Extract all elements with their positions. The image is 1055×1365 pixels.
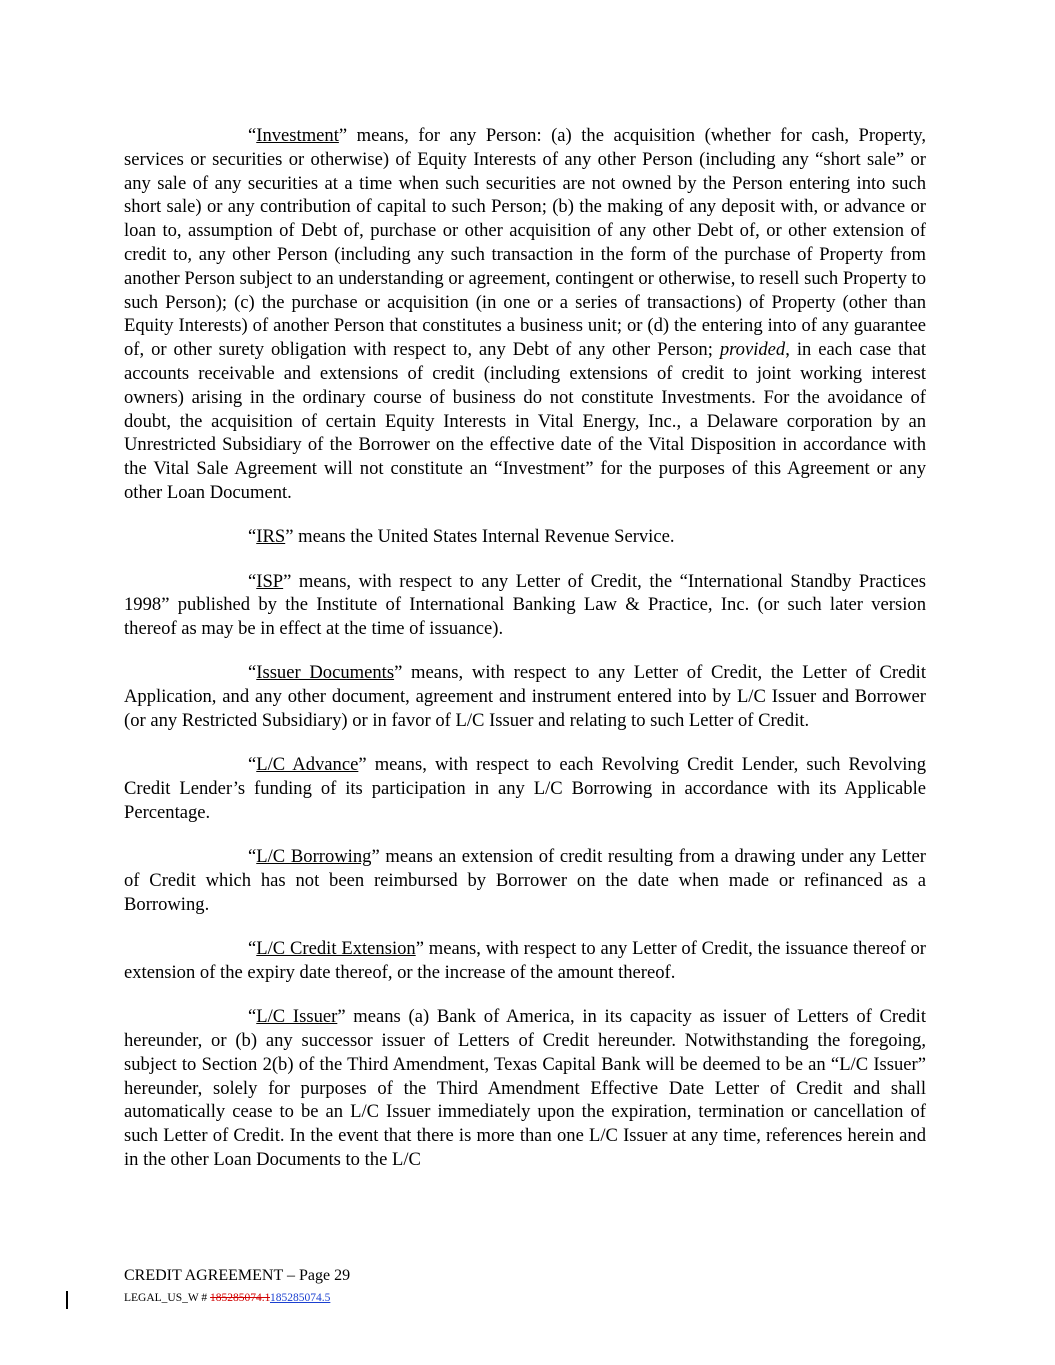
- definition-emphasis: provided: [719, 339, 786, 361]
- definition-isp: “ISP” means, with respect to any Letter of Credit, the “International Standby Practices 1998” published by the Institute of International Banking Law & Practice, Inc. (or such later version thereof as may be in effect at the time of issuance).: [124, 570, 926, 640]
- definition-text: ” means the United States Internal Revenue Service.: [285, 526, 675, 548]
- definition-lc-advance: “L/C Advance” means, with respect to each Revolving Credit Lender, such Revolving Credit Lender’s funding of its participation in any L/C Borrowing in accordance with its Applicable Percentage.: [124, 754, 926, 823]
- footer-page-label: CREDIT AGREEMENT – Page 29: [124, 1267, 351, 1284]
- definition-text: ” means, with respect to any Letter of Credit, the Letter of Credit Application, and any other document, agreement and instrument entered into by L/C Issuer and Borrower (or any Restricted Subsidiary) or in favor of L/C Issuer and relating to such Letter of Credit.: [124, 662, 927, 732]
- definition-text: ” means, with respect to any Letter of Credit, the “International Standby Practices 1998” published by the Institute of International Banking Law & Practice, Inc. (or such later version thereof as may be in effect at the time of issuance).: [124, 570, 926, 640]
- defined-term: L/C Issuer: [256, 1006, 338, 1028]
- defined-term: Investment: [256, 125, 339, 146]
- definition-lc-issuer: “L/C Issuer” means (a) Bank of America, in its capacity as issuer of Letters of Credit hereunder, or (b) any successor issuer of Letters of Credit hereunder. Notwithstanding the foregoing, subject to Section 2(b) of the Third Amendment, Texas Capital Bank will be deemed to be an “L/C Issuer” hereunder, solely for purposes of the Third Amendment Effective Date Letter of Credit and shall automatically cease to be an L/C Issuer immediately upon the expiration, termination or cancellation of such Letter of Credit. In the event that there is more than one L/C Issuer at any time, references herein and in the other Loan Documents to the L/C: [124, 1006, 926, 1170]
- defined-term: L/C Borrowing: [256, 846, 372, 868]
- definition-investment: “Investment” means, for any Person: (a) the acquisition (whether for cash, Property, services or securities or otherwise) of Equity Interests of any other Person (including any “short sale” or any sale of any securities at a time when such securities are not owned by the Person entering into such short sale) or any contribution of capital to such Person; (b) the making of any deposit with, or advance or loan to, assumption of Debt of, purchase or other acquisition of any other Debt of, or other extension of credit to, any other Person (including any such transaction in the form of the purchase of Property from another Person subject to an understanding or agreement, contingent or otherwise, to resell such Property to such Person); (c) the purchase or acquisition (in one or a series of transactions) of Property (other than Equity Interests) of another Person that constitutes a business unit; or (d) the entering into of any guarantee of, or other surety obligation with respect to, any Debt of any other Person; provided, in each case that accounts receivable and extensions of credit (including extensions of credit to joint working interest owners) arising in the ordinary course of business do not constitute Investments. For the avoidance of doubt, the acquisition of certain Equity Interests in Vital Energy, Inc., a Delaware corporation by an Unrestricted Subsidiary of the Borrower on the effective date of the Vital Disposition in accordance with the Vital Sale Agreement will not constitute an “Investment” for the purposes of this Agreement or any other Loan Document.: [124, 125, 926, 503]
- defined-term: Issuer Documents: [256, 662, 395, 684]
- definition-text: ” means (a) Bank of America, in its capacity as issuer of Letters of Credit hereunder, or (b) any successor issuer of Letters of Credit hereunder. Notwithstanding the foregoing, subject to Section 2(b) of the Third Amendment, Texas Capital Bank will be deemed to be an “L/C Issuer” hereunder, solely for purposes of the Third Amendment Effective Date Letter of Credit and shall automatically cease to be an L/C Issuer immediately upon the expiration, termination or cancellation of such Letter of Credit. In the event that there is more than one L/C Issuer at any time, references herein and in the other Loan Documents to the L/C: [124, 1006, 926, 1170]
- definition-text: ” means, with respect to each Revolving Credit Lender, such Revolving Credit Lender’s funding of its participation in any L/C Borrowing in accordance with its Applicable Percentage.: [124, 754, 926, 823]
- document-body: [124, 124, 926, 1192]
- doc-number-deleted: 185285074.1: [210, 1292, 270, 1304]
- doc-number-inserted: 185285074.5: [269, 1292, 331, 1304]
- change-bar: [66, 1291, 68, 1309]
- defined-term: ISP: [256, 570, 284, 592]
- page-footer: [124, 1266, 350, 1306]
- footer-doc-id: [124, 1290, 350, 1306]
- defined-term: IRS: [256, 526, 286, 548]
- definition-lc-borrowing: “L/C Borrowing” means an extension of credit resulting from a drawing under any Letter of Credit which has not been reimbursed by Borrower on the date when made or refinanced as a Borrowing.: [124, 846, 926, 915]
- defined-term: L/C Advance: [256, 754, 359, 776]
- doc-id-prefix: LEGAL_US_W #: [124, 1292, 211, 1304]
- definition-irs: “IRS” means the United States Internal Revenue Service.: [248, 526, 675, 548]
- definition-issuer-documents: “Issuer Documents” means, with respect to any Letter of Credit, the Letter of Credit Application, and any other document, agreement and instrument entered into by L/C Issuer and Borrower (or any Restricted Subsidiary) or in favor of L/C Issuer and relating to such Letter of Credit.: [124, 662, 927, 732]
- definition-text: , in each case that accounts receivable and extensions of credit (including extensions of credit to joint working interest owners) arising in the ordinary course of business do not constitute Investments. For the avoidance of doubt, the acquisition of certain Equity Interests in Vital Energy, Inc., a Delaware corporation by an Unrestricted Subsidiary of the Borrower on the effective date of the Vital Disposition in accordance with the Vital Sale Agreement will not constitute an “Investment” for the purposes of this Agreement or any other Loan Document.: [124, 339, 926, 503]
- definition-text: ” means an extension of credit resulting from a drawing under any Letter of Credit which has not been reimbursed by Borrower on the date when made or refinanced as a Borrowing.: [124, 846, 926, 915]
- definition-text: ” means, with respect to any Letter of Credit, the issuance thereof or extension of the expiry date thereof, or the increase of the amount thereof.: [124, 938, 926, 983]
- definition-lc-credit-extension: “L/C Credit Extension” means, with respect to any Letter of Credit, the issuance thereof or extension of the expiry date thereof, or the increase of the amount thereof.: [124, 938, 926, 983]
- defined-term: L/C Credit Extension: [256, 938, 416, 960]
- definition-text: ” means, for any Person: (a) the acquisition (whether for cash, Property, services or securities or otherwise) of Equity Interests of any other Person (including any “short sale” or any sale of any securities at a time when such securities are not owned by the Person entering into such short sale) or any contribution of capital to such Person; (b) the making of any deposit with, or advance or loan to, assumption of Debt of, purchase or other acquisition of any other Debt of, or other extension of credit to, any other Person (including any such transaction in the form of the purchase of Property from another Person subject to an understanding or agreement, contingent or otherwise, to resell such Property to such Person); (c) the purchase or acquisition (in one or a series of transactions) of Property (other than Equity Interests) of another Person that constitutes a business unit; or (d) the entering into of any guarantee of, or other surety obligation with respect to, any Debt of any other Person;: [124, 125, 926, 361]
